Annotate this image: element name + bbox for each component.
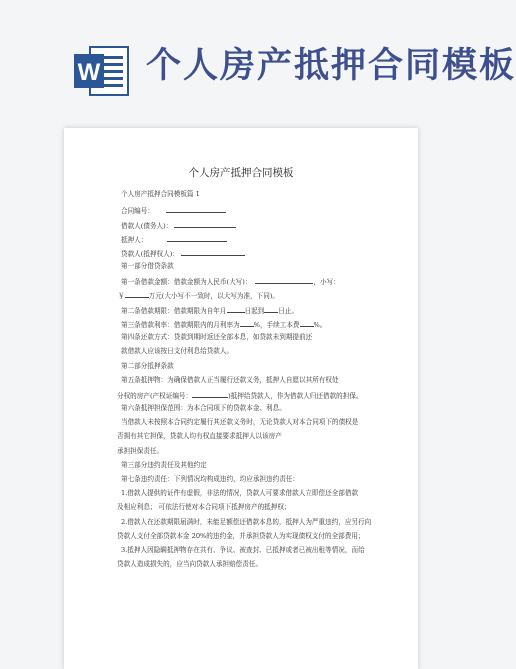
doc-line: 合同编号： xyxy=(121,205,226,216)
doc-line: 第七条违约责任：下列情况均构成违约，均应承担违约责任： xyxy=(121,475,300,483)
doc-line: 第二条借款期限：借款期限为自年月 日起到 日止。 xyxy=(121,307,299,315)
doc-line: 款借款人应该按日支付利息给贷款人。 xyxy=(121,347,234,355)
blank-line xyxy=(125,290,149,298)
section-heading: 第三部分违约责任及其他约定 xyxy=(121,461,207,469)
blank-line xyxy=(192,390,228,398)
document-title: 个人房产抵押合同模板 xyxy=(188,167,294,179)
doc-line: 贷款人造成损失的，应当向贷款人承担赔偿责任。 xyxy=(117,560,263,568)
blank-line xyxy=(174,220,236,228)
doc-line: 贷款人(抵押权人)： xyxy=(121,248,245,259)
blank-line xyxy=(227,305,245,313)
doc-line: 第三条借款利率：借款期限内的月利率为 %，手续工本费 %。 xyxy=(121,321,327,329)
doc-line: 抵押人： xyxy=(121,234,227,245)
doc-line: 否拥有其它担保，贷款人均有权直接要求抵押人以该房产 xyxy=(117,432,282,440)
blank-line xyxy=(167,234,227,242)
doc-line: 1.借款人提供的证件有虚假，非法的情况，贷款人可要求借款人立即偿还全部借款 xyxy=(121,489,359,497)
blank-line xyxy=(255,276,313,284)
doc-line: 第五条抵押物：为确保借款人正当履行还款义务，抵押人自愿以其所有权处 xyxy=(121,376,339,384)
doc-line: 第六条抵押担保范围：为本合同项下的贷款本金、利息。 xyxy=(121,404,286,412)
doc-line: 及相应利息； 可依法行使对本合同项下抵押房产的抵押权； xyxy=(117,503,291,511)
blank-line xyxy=(166,205,226,213)
doc-line: 贷款人支付全部贷款本金 20%的违约金，并承担贷款人为实现债权支付的全部费用； xyxy=(117,532,365,540)
blank-line xyxy=(240,319,254,327)
word-icon-letter: W xyxy=(77,59,101,86)
doc-line: ￥ 万元(大小写不一致时，以大写为准，下同)。 xyxy=(118,292,280,300)
doc-line: 分权的房产(产权证编号： )抵押给贷款人，作为借款人归还借款的担保。 xyxy=(117,392,363,400)
doc-line: 第四条还款方式：贷款到期时返还全部本息，如贷款未到期提前还 xyxy=(121,333,313,341)
section-heading: 第二部分抵押条款 xyxy=(121,362,174,370)
doc-line: 承担担保责任。 xyxy=(117,447,164,455)
blank-line xyxy=(300,319,314,327)
blank-line xyxy=(181,248,245,256)
blank-line xyxy=(264,305,278,313)
word-icon xyxy=(72,45,132,97)
section-heading: 第一部分借贷条款 xyxy=(121,262,174,270)
doc-line: 借款人(债务人)： xyxy=(121,220,236,231)
doc-line: 个人房产抵押合同模板篇 1 xyxy=(121,190,200,198)
page-title: 个人房产抵押合同模板 xyxy=(146,46,516,86)
doc-line: 3.抵押人因隐瞒抵押物存在共有、争议、被查封、已抵押或者已被出租等情况，而给 xyxy=(121,546,365,554)
doc-line: 第一条借款金额：借款金额为人民币(大写)： ，小写： xyxy=(121,278,340,286)
doc-line: 当借款人未按照本合同约定履行其还款义务时，无论贷款人对本合同项下的债权是 xyxy=(121,418,359,426)
document-page xyxy=(64,128,418,669)
header-banner xyxy=(0,0,516,110)
doc-line: 2.借款人在还款期限届满时，未能足额偿还借款本息的，抵押人为严重违约，应另行向 xyxy=(121,518,372,526)
